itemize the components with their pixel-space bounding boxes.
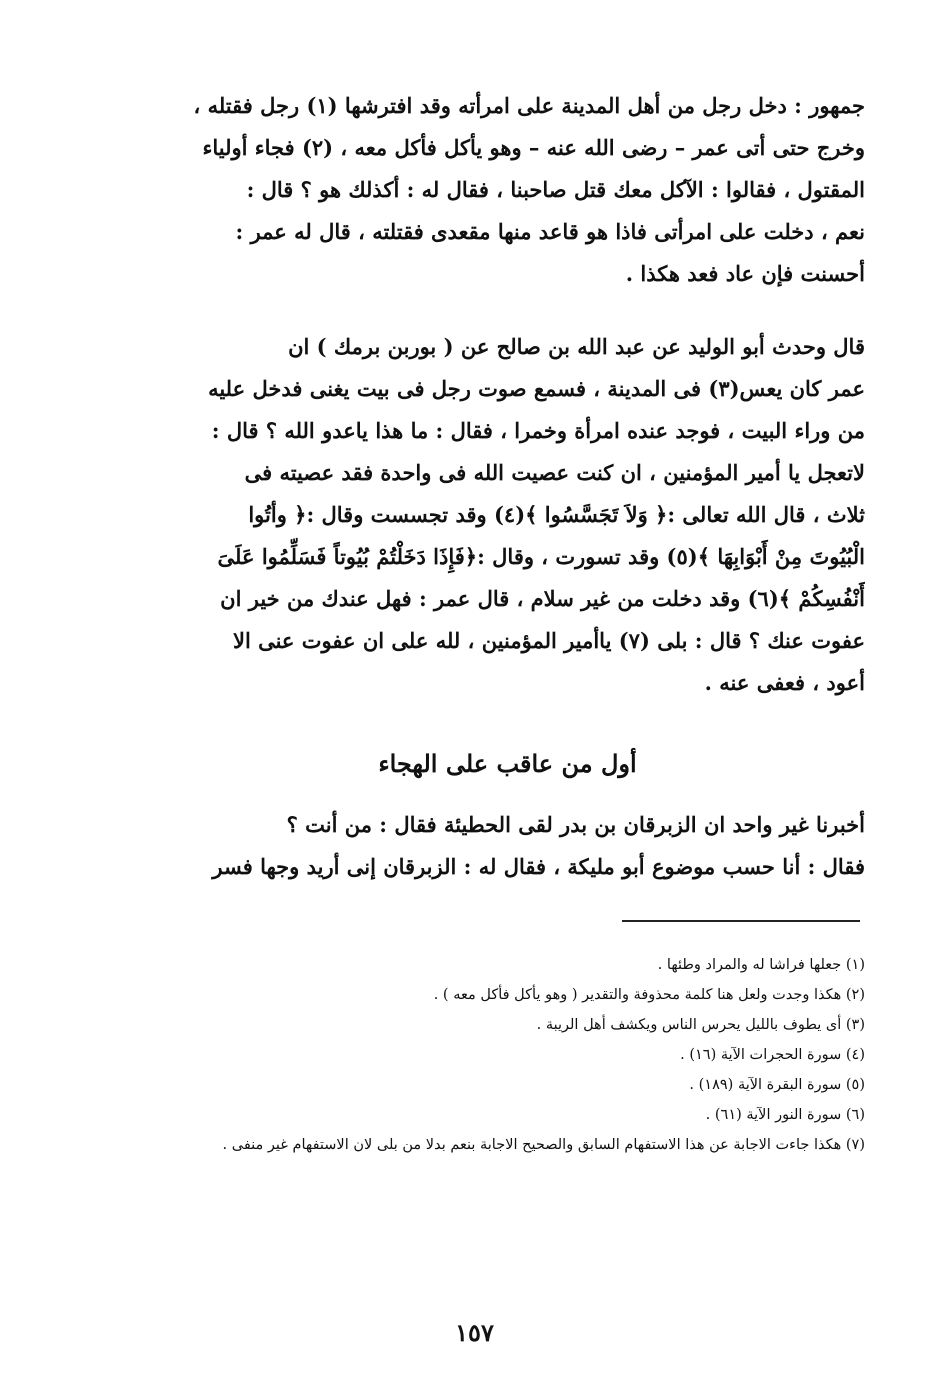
text-line: عمر كان يعس(٣) فى المدينة ، فسمع صوت رجل فى بيت يغنى فدخل عليه: [208, 376, 865, 401]
text-line: أخبرنا غير واحد ان الزبرقان بن بدر لقى الحطيئة فقال : من أنت ؟: [286, 812, 865, 837]
footnote-item: (٣) أى يطوف بالليل يحرس الناس ويكشف أهل الريبة .: [536, 1017, 865, 1033]
text-line: من وراء البيت ، فوجد عنده امرأة وخمرا ، فقال : ما هذا ياعدو الله ؟ قال :: [211, 418, 865, 443]
text-line: أعود ، فعفى عنه .: [704, 670, 865, 695]
footnote-item: (٢) هكذا وجدت ولعل هنا كلمة محذوفة والتقدير ( وهو يأكل فأكل معه ) .: [433, 987, 865, 1003]
paragraph-1: [150, 85, 865, 295]
text-line: أحسنت فإن عاد فعد هكذا .: [625, 261, 865, 286]
text-line: لاتعجل يا أمير المؤمنين ، ان كنت عصيت الله فى واحدة فقد عصيته فى: [244, 460, 865, 485]
paragraph-2: [150, 326, 865, 704]
footnote-item: (٥) سورة البقرة الآية (١٨٩) .: [689, 1077, 865, 1093]
paragraph-3: [150, 804, 865, 888]
section-heading: أول من عاقب على الهجاء: [378, 749, 637, 778]
text-line: فقال : أنا حسب موضوع أبو مليكة ، فقال له : الزبرقان إنى أريد وجها فسر: [212, 854, 865, 879]
footnote-item: (٤) سورة الحجرات الآية (١٦) .: [680, 1047, 865, 1063]
text-line: قال وحدث أبو الوليد عن عبد الله بن صالح عن ( بوربن برمك ) ان: [288, 334, 865, 359]
footnote-item: (١) جعلها فراشا له والمراد وطئها .: [657, 957, 865, 973]
text-line: جمهور : دخل رجل من أهل المدينة على امرأته وقد افترشها (١) رجل فقتله ،: [193, 93, 865, 118]
footnote-item: (٧) هكذا جاءت الاجابة عن هذا الاستفهام السابق والصحيح الاجابة بنعم بدلا من بلى لان الاستفهام غير منفى .: [222, 1137, 865, 1153]
text-line: وخرج حتى أتى عمر – رضى الله عنه – وهو يأكل فأكل معه ، (٢) فجاء أولياء: [202, 135, 865, 160]
text-line: عفوت عنك ؟ قال : بلى (٧) ياأمير المؤمنين ، لله على ان عفوت عنى الا: [232, 628, 865, 653]
text-line: الْبُيُوتَ مِنْ أَبْوَابِهَا ﴾(٥) وقد تسورت ، وقال :﴿فَإِذَا دَخَلْتُمْ بُيُوتاً فَسَلِّمُوا عَلَىَ: [217, 544, 865, 569]
text-line: نعم ، دخلت على امرأتى فاذا هو قاعد منها مقعدى فقتلته ، قال له عمر :: [235, 219, 865, 244]
text-line: ثلاث ، قال الله تعالى :﴿ وَلاَ تَجَسَّسُوا ﴾(٤) وقد تجسست وقال :﴿ وأتُوا: [248, 502, 865, 527]
text-line: المقتول ، فقالوا : الآكل معك قتل صاحبنا ، فقال له : أكذلك هو ؟ قال :: [246, 177, 865, 202]
footnote-item: (٦) سورة النور الآية (٦١) .: [705, 1107, 865, 1123]
text-line: أَنْفُسِكُمْ ﴾(٦) وقد دخلت من غير سلام ، قال عمر : فهل عندك من خير ان: [220, 586, 865, 611]
footnote-divider: [622, 920, 860, 922]
page-number: ١٥٧: [455, 1318, 494, 1347]
footnotes-list: [150, 950, 865, 1160]
